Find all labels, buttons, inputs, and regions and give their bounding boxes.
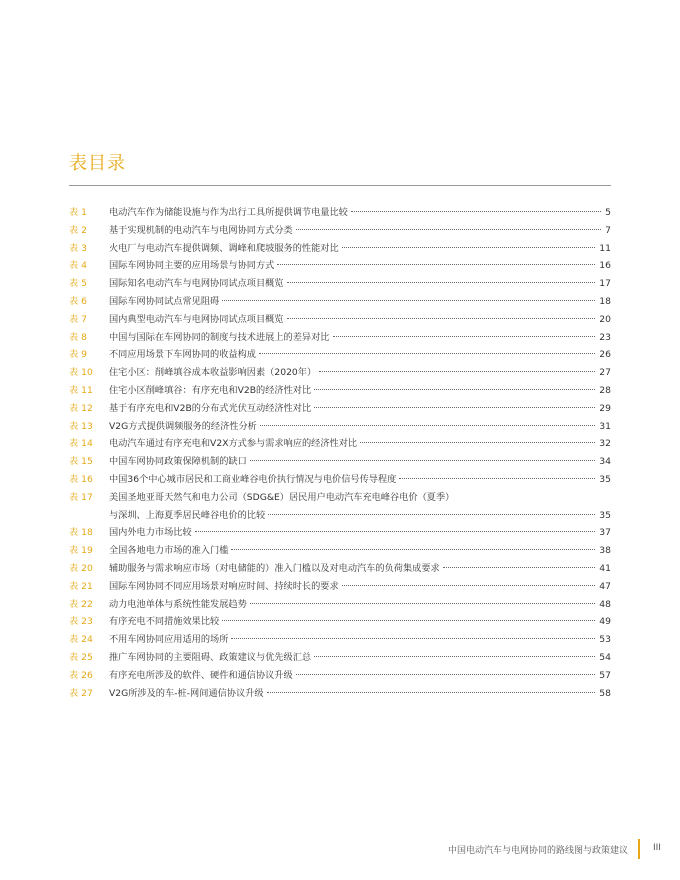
table-number: 表 12	[69, 402, 93, 414]
table-title: 辅助服务与需求响应市场（对电储能的）准入门槛以及对电动汽车的负荷集成要求	[109, 562, 440, 574]
page-number: 29	[599, 402, 611, 414]
table-number: 表 25	[69, 651, 93, 663]
table-title: 国际车网协同不同应用场景对响应时间、持续时长的要求	[109, 580, 339, 592]
table-title: V2G方式提供调频服务的经济性分析	[109, 420, 257, 432]
toc-entry[interactable]	[69, 293, 611, 311]
table-title: 中国车网协同政策保障机制的缺口	[109, 456, 247, 468]
toc-entry[interactable]	[69, 240, 611, 258]
table-title: 火电厂与电动汽车提供调频、调峰和爬坡服务的性能对比	[109, 242, 339, 254]
table-number: 表 14	[69, 438, 93, 450]
page-number: 37	[599, 527, 611, 539]
dot-leader	[231, 638, 595, 639]
footer-report-title: 中国电动汽车与电网协同的路线图与政策建议	[447, 846, 628, 856]
table-title: 国际车网协同试点常见阻碍	[109, 295, 220, 307]
dot-leader	[333, 336, 596, 337]
table-of-tables	[69, 204, 611, 702]
toc-entry[interactable]	[69, 257, 611, 275]
table-title: 有序充电所涉及的软件、硬件和通信协议升级	[109, 669, 293, 681]
table-title: 不用车网协同应用适用的场所	[109, 634, 229, 646]
table-title: V2G所涉及的车-桩-网间通信协议升级	[109, 687, 264, 699]
page-number: 11	[599, 242, 611, 254]
dot-leader	[296, 229, 601, 230]
page-number: 48	[599, 598, 611, 610]
dot-leader	[314, 407, 595, 408]
toc-entry[interactable]	[69, 667, 611, 685]
table-number: 表 27	[69, 687, 93, 699]
toc-entry[interactable]	[69, 204, 611, 222]
table-title: 推广车网协同的主要阻碍、政策建议与优先级汇总	[109, 651, 312, 663]
page-number: 49	[599, 616, 611, 628]
page-number: 41	[599, 562, 611, 574]
table-number: 表 19	[69, 545, 93, 557]
table-number: 表 17	[69, 491, 93, 503]
toc-entry[interactable]	[69, 418, 611, 436]
toc-entry[interactable]	[69, 364, 611, 382]
toc-entry[interactable]	[69, 524, 611, 542]
dot-leader	[314, 656, 595, 657]
table-title: 住宅小区：削峰填谷成本收益影响因素（2020年）	[109, 367, 317, 379]
table-title: 国际车网协同主要的应用场景与协同方式	[109, 260, 275, 272]
page-number: 17	[599, 278, 611, 290]
dot-leader	[250, 460, 595, 461]
dot-leader	[287, 282, 596, 283]
toc-entry[interactable]	[69, 542, 611, 560]
page-number: 16	[599, 260, 611, 272]
toc-entry[interactable]	[69, 275, 611, 293]
table-number: 表 7	[69, 313, 87, 325]
toc-entry[interactable]	[69, 400, 611, 418]
table-number: 表 5	[69, 278, 87, 290]
table-number: 表 10	[69, 367, 93, 379]
page-number: 28	[599, 384, 611, 396]
table-title: 国际知名电动汽车与电网协同试点项目概览	[109, 278, 284, 290]
table-number: 表 23	[69, 616, 93, 628]
page-number: 27	[599, 367, 611, 379]
title-divider	[69, 185, 611, 186]
toc-entry[interactable]	[69, 631, 611, 649]
page-number: 47	[599, 580, 611, 592]
dot-leader	[222, 620, 595, 621]
page-number: 54	[599, 651, 611, 663]
table-number: 表 22	[69, 598, 93, 610]
dot-leader	[296, 674, 596, 675]
table-number: 表 24	[69, 634, 93, 646]
toc-entry[interactable]	[69, 596, 611, 614]
table-number: 表 18	[69, 527, 93, 539]
table-title: 国内外电力市场比较	[109, 527, 192, 539]
page-number: 35	[599, 509, 611, 521]
page-number: 57	[599, 669, 611, 681]
table-number: 表 21	[69, 580, 93, 592]
page-number: 18	[599, 295, 611, 307]
dot-leader	[231, 549, 595, 550]
toc-entry[interactable]	[69, 382, 611, 400]
table-title: 不同应用场景下车网协同的收益构成	[109, 349, 256, 361]
toc-entry[interactable]	[69, 311, 611, 329]
toc-entry[interactable]	[69, 346, 611, 364]
page-number: 7	[605, 224, 611, 236]
page-number: 31	[599, 420, 611, 432]
dot-leader	[287, 318, 596, 319]
table-title: 国内典型电动汽车与电网协同试点项目概览	[109, 313, 284, 325]
dot-leader	[250, 603, 595, 604]
toc-entry[interactable]	[69, 453, 611, 471]
toc-entry[interactable]	[69, 489, 611, 507]
toc-entry[interactable]	[69, 560, 611, 578]
footer-divider	[638, 839, 640, 859]
page-number: 34	[599, 456, 611, 468]
table-number: 表 13	[69, 420, 93, 432]
table-title: 与深圳、上海夏季居民峰谷电价的比较	[109, 509, 266, 521]
table-number: 表 26	[69, 669, 93, 681]
table-title: 中国与国际在车网协同的制度与技术进展上的差异对比	[109, 331, 330, 343]
page-number: 26	[599, 349, 611, 361]
page-number: 5	[605, 207, 611, 218]
table-number: 表 20	[69, 562, 93, 574]
page-number: 23	[599, 331, 611, 343]
dot-leader	[351, 211, 601, 212]
dot-leader	[319, 371, 595, 372]
page-number: 38	[599, 545, 611, 557]
page-number: 58	[599, 687, 611, 699]
table-title: 住宅小区削峰填谷：有序充电和V2B的经济性对比	[109, 384, 312, 396]
toc-entry[interactable]	[69, 471, 611, 489]
table-title: 动力电池单体与系统性能发展趋势	[109, 598, 247, 610]
table-number: 表 4	[69, 260, 87, 272]
dot-leader	[267, 692, 596, 693]
table-number: 表 8	[69, 331, 87, 343]
toc-entry[interactable]	[69, 578, 611, 596]
table-number: 表 15	[69, 456, 93, 468]
table-title: 中国36个中心城市居民和工商业峰谷电价执行情况与电价信号传导程度	[109, 473, 397, 485]
page-number: 32	[599, 438, 611, 450]
page-number: 53	[599, 634, 611, 646]
table-number: 表 16	[69, 473, 93, 485]
dot-leader	[342, 247, 596, 248]
toc-entry[interactable]	[69, 329, 611, 347]
dot-leader	[277, 264, 595, 265]
dot-leader	[399, 478, 595, 479]
toc-entry[interactable]	[69, 685, 611, 703]
table-number: 表 2	[69, 224, 87, 236]
table-number: 表 9	[69, 349, 87, 361]
dot-leader	[195, 531, 596, 532]
table-title: 美国圣地亚哥天然气和电力公司（SDG&E）居民用户电动汽车充电峰谷电价（夏季）	[109, 491, 455, 503]
table-number: 表 1	[69, 207, 87, 218]
dot-leader	[443, 567, 596, 568]
page-title: 表目录	[69, 153, 126, 174]
footer-page-number: III	[653, 843, 661, 853]
table-title: 基于实现机制的电动汽车与电网协同方式分类	[109, 224, 293, 236]
table-title: 基于有序充电和V2B的分布式光伏互动经济性对比	[109, 402, 312, 414]
table-title: 电动汽车通过有序充电和V2X方式参与需求响应的经济性对比	[109, 438, 358, 450]
dot-leader	[268, 514, 595, 515]
dot-leader	[360, 442, 595, 443]
toc-entry[interactable]	[69, 613, 611, 631]
dot-leader	[259, 353, 595, 354]
table-number: 表 6	[69, 295, 87, 307]
page-number: 20	[599, 313, 611, 325]
table-number: 表 3	[69, 242, 87, 254]
table-title: 有序充电不同措施效果比较	[109, 616, 220, 628]
toc-entry[interactable]	[69, 507, 611, 525]
table-title: 电动汽车作为储能设施与作为出行工具所提供调节电量比较	[109, 207, 348, 218]
toc-entry[interactable]	[69, 222, 611, 240]
dot-leader	[342, 585, 596, 586]
page-number: 35	[599, 473, 611, 485]
table-title: 全国各地电力市场的准入门槛	[109, 545, 229, 557]
table-number: 表 11	[69, 384, 93, 396]
toc-entry[interactable]	[69, 435, 611, 453]
dot-leader	[314, 389, 595, 390]
dot-leader	[222, 300, 595, 301]
dot-leader	[260, 425, 595, 426]
toc-entry[interactable]	[69, 649, 611, 667]
